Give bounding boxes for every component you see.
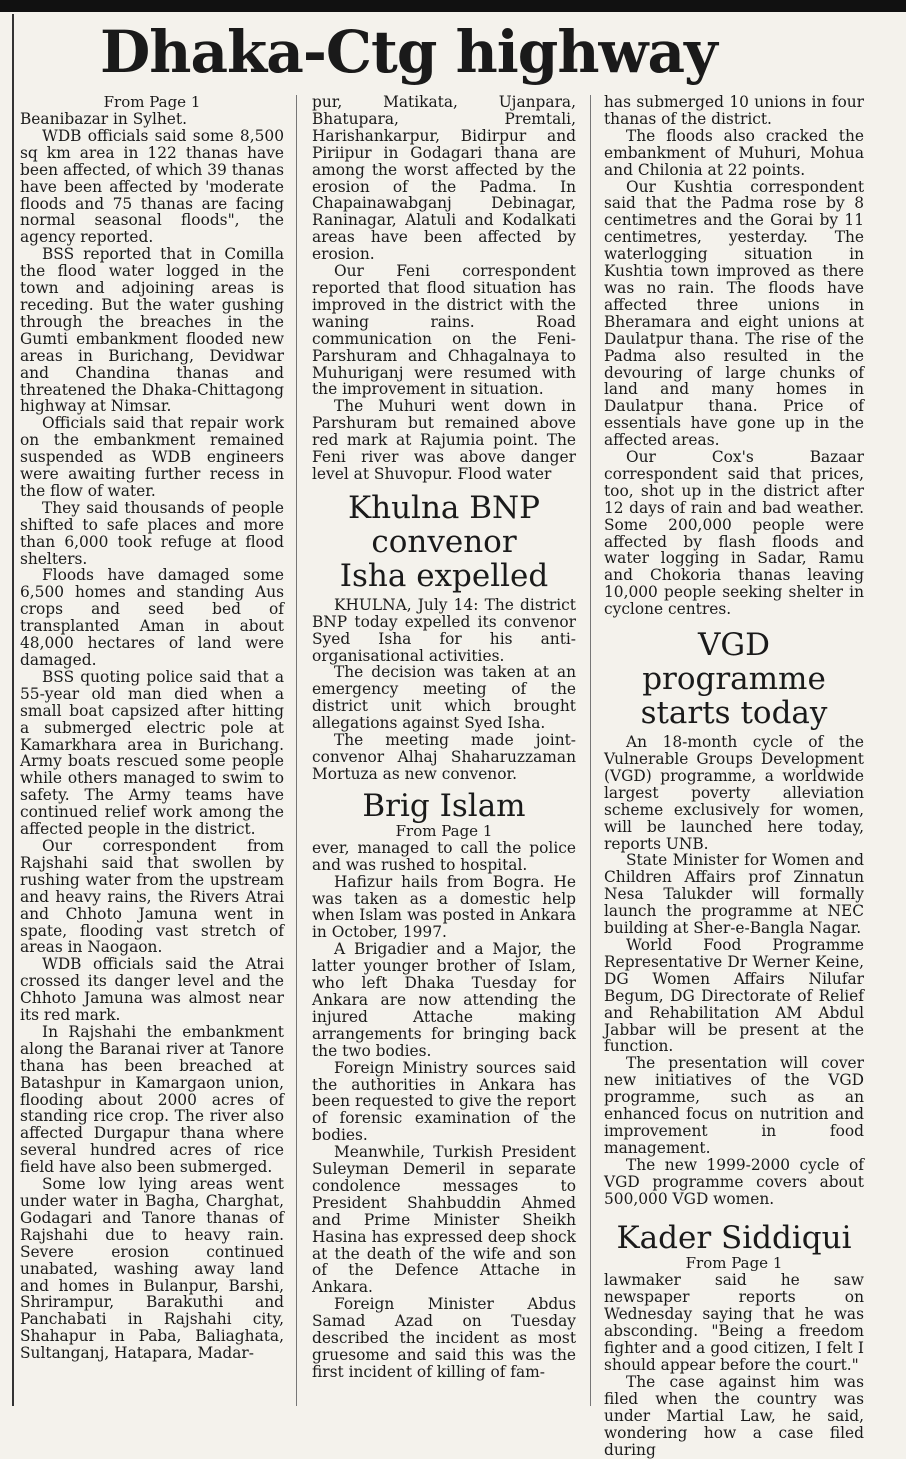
paragraph: Beanibazar in Sylhet. — [20, 110, 187, 128]
article-column-1 — [20, 94, 284, 1406]
from-page-label: From Page 1 — [395, 821, 493, 840]
paragraph: A Brigadier and a Major, the latter younger brother of Islam, who left Dhaka Tuesday for Ankara are now attending the injured Attache making arrangements for bringing back the two bodies. — [312, 940, 576, 1060]
paragraph: An 18-month cycle of the Vulnerable Groups Development (VGD) programme, a worldwide largest poverty alleviation scheme exclusively for women, will be launched here today, reports UNB. — [604, 733, 864, 853]
paragraph: The presentation will cover new initiatives of the VGD programme, such as an enhanced focus on nutrition and improvement in food management. — [604, 1054, 864, 1157]
paragraph: Foreign Ministry sources said the authorities in Ankara has been requested to give the report of forensic examination of the bodies. — [312, 1058, 576, 1145]
paragraph: World Food Programme Representative Dr Werner Keine, DG Women Affairs Nilufar Begum, DG Directorate of Relief and Rehabilitation AM Abdul Jabbar will be present at the function. — [604, 935, 864, 1056]
paragraph: BSS quoting police said that a 55-year old man died when a small boat capsized after hitting a submerged electric pole at Kamarkhara area in Burichang. Army boats rescued some people while others managed to swim to safety. The Army teams have continued relief work among the affected people in the district. — [20, 667, 284, 839]
column-divider — [296, 95, 297, 1406]
paragraph: State Minister for Women and Children Affairs prof Zinnatun Nesa Talukder will formally launch the programme at NEC building at Sher-e-Bangla Nagar. — [604, 851, 864, 938]
vgd-headline-line: VGD programme — [642, 627, 826, 698]
paragraph: In Rajshahi the embankment along the Baranai river at Tanore thana has been breached at Batashpur in Kamargaon union, flooding about 2000 acres of standing rice crop. The river also affected Durgapur thana where several hundred acres of rice field have also been submerged. — [20, 1022, 284, 1177]
paragraph: BSS reported that in Comilla the flood water logged in the town and adjoining areas is receding. But the water gushing through the breaches in the Gumti embankment flooded new areas in Burichang, Devidwar and Chandina thanas and threatened the Dhaka-Chittagong highway at Nimsar. — [20, 245, 284, 416]
kader-siddiqui-headline: Kader Siddiqui — [616, 1220, 852, 1257]
paragraph: Hafizur hails from Bogra. He was taken as a domestic help when Islam was posted in Ankara in October, 1997. — [312, 872, 576, 942]
paragraph: pur, Matikata, Ujanpara, Bhatupara, Premtali, Harishankarpur, Bidirpur and Piriipur in Godagari thana are among the worst affected by the erosion of the Padma. In Chapainawabganj Debinagar, Raninagar, Alatuli and Kodalkati areas have been affected by erosion. — [312, 93, 576, 264]
paragraph: KHULNA, July 14: The district BNP today expelled its convenor Syed Isha for his anti-organisational activities. — [312, 595, 576, 665]
article-column-2 — [312, 94, 576, 1406]
paragraph: Foreign Minister Abdus Samad Azad on Tuesday described the incident as most gruesome and said this was the first incident of killing of fam- — [312, 1295, 576, 1381]
paragraph: Our correspondent from Rajshahi said that swollen by rushing water from the upstream and heavy rains, the Rivers Atrai and Chhoto Jamuna went in spate, flooding vast stretch of areas in Naogaon. — [20, 836, 284, 957]
main-headline: Dhaka-Ctg highway — [100, 18, 717, 86]
paragraph: They said thousands of people shifted to safe places and more than 6,000 took refuge at flood shelters. — [20, 498, 284, 568]
from-page-label: From Page 1 — [685, 1254, 783, 1273]
paragraph: lawmaker said he saw newspaper reports on Wednesday saying that he was absconding. "Being a freedom fighter and a good citizen, I felt I should appear before the court." — [604, 1271, 864, 1374]
article-column-3 — [604, 93, 864, 1459]
from-page-label: From Page 1 — [103, 93, 201, 111]
khulna-headline-line: Isha expelled — [339, 557, 549, 594]
khulna-headline-line: Khulna BNP — [347, 489, 541, 526]
khulna-headline-line: convenor — [371, 523, 517, 560]
left-rule — [12, 14, 14, 1406]
paragraph: WDB officials said the Atrai crossed its danger level and the Chhoto Jamuna was almost near its red mark. — [20, 955, 284, 1025]
paragraph: Our Feni correspondent reported that flood situation has improved in the district with the waning rains. Road communication on the Feni-Parshuram and Chhagalnaya to Muhuriganj were resumed with the improvement in situation. — [312, 262, 576, 399]
top-border — [0, 0, 906, 12]
paragraph: The floods also cracked the embankment of Muhuri, Mohua and Chilonia at 22 points. — [604, 126, 864, 179]
paragraph: Our Kushtia correspondent said that the Padma rose by 8 centimetres and the Gorai by 11 centimetres, yesterday. The waterlogging situation in Kushtia town improved as there was no rain. The floods have affected three unions in Bheramara and eight unions at Daulatpur thana. The rise of the Padma also resulted in the devouring of large chunks of land and many homes in Daulatpur thana. Price of essentials have gone up in the affected areas. — [604, 177, 864, 450]
paragraph: The Muhuri went down in Parshuram but remained above red mark at Rajumia point. The Feni river was above danger level at Shuvopur. Flood water — [312, 397, 576, 483]
vgd-headline-line: starts today — [640, 695, 828, 732]
paragraph: The new 1999-2000 cycle of VGD programme covers about 500,000 VGD women. — [604, 1155, 864, 1208]
paragraph: Meanwhile, Turkish President Suleyman Demeril in separate condolence messages to President Shahbuddin Ahmed and Prime Minister Sheikh Hasina has expressed deep shock at the death of the wife and son of the Defence Attache in Ankara. — [312, 1143, 576, 1297]
brig-islam-headline: Brig Islam — [362, 787, 526, 824]
paragraph: The meeting made joint-convenor Alhaj Shaharuzzaman Mortuza as new convenor. — [312, 731, 576, 783]
paragraph: Floods have damaged some 6,500 homes and standing Aus crops and seed bed of transplanted Aman in about 48,000 hectares of land were damaged. — [20, 566, 284, 669]
paragraph: has submerged 10 unions in four thanas of the district. — [604, 93, 864, 128]
paragraph: ever, managed to call the police and was rushed to hospital. — [312, 838, 576, 874]
column-divider — [590, 95, 591, 1406]
paragraph: Officials said that repair work on the embankment remained suspended as WDB engineers were awaiting further recess in the flow of water. — [20, 414, 284, 500]
paragraph: Some low lying areas went under water in Bagha, Charghat, Godagari and Tanore thanas of Rajshahi due to heavy rain. Severe erosion continued unabated, washing away land and homes in Bulanpur, Barshi, Shrirampur, Barakuthi and Panchabati in Rajshahi city, Shahapur in Paba, Baliaghata, Sultanganj, Hatapara, Madar- — [20, 1175, 284, 1363]
paragraph: WDB officials said some 8,500 sq km area in 122 thanas have been affected, of which 39 thanas have been affected by 'moderate floods and 75 thanas are facing normal seasonal floods", the agency reported. — [20, 126, 284, 247]
paragraph: The decision was taken at an emergency meeting of the district unit which brought allegations against Syed Isha. — [312, 663, 576, 733]
paragraph: The case against him was filed when the country was under Martial Law, he said, wondering how a case filed during — [604, 1372, 864, 1459]
paragraph: Our Cox's Bazaar correspondent said that prices, too, shot up in the district after 12 days of rain and bad weather. Some 200,000 people were affected by flash floods and water logging in Sadar, Ramu and Chokoria thanas leaving 10,000 people seeking shelter in cyclone centres. — [604, 448, 864, 619]
